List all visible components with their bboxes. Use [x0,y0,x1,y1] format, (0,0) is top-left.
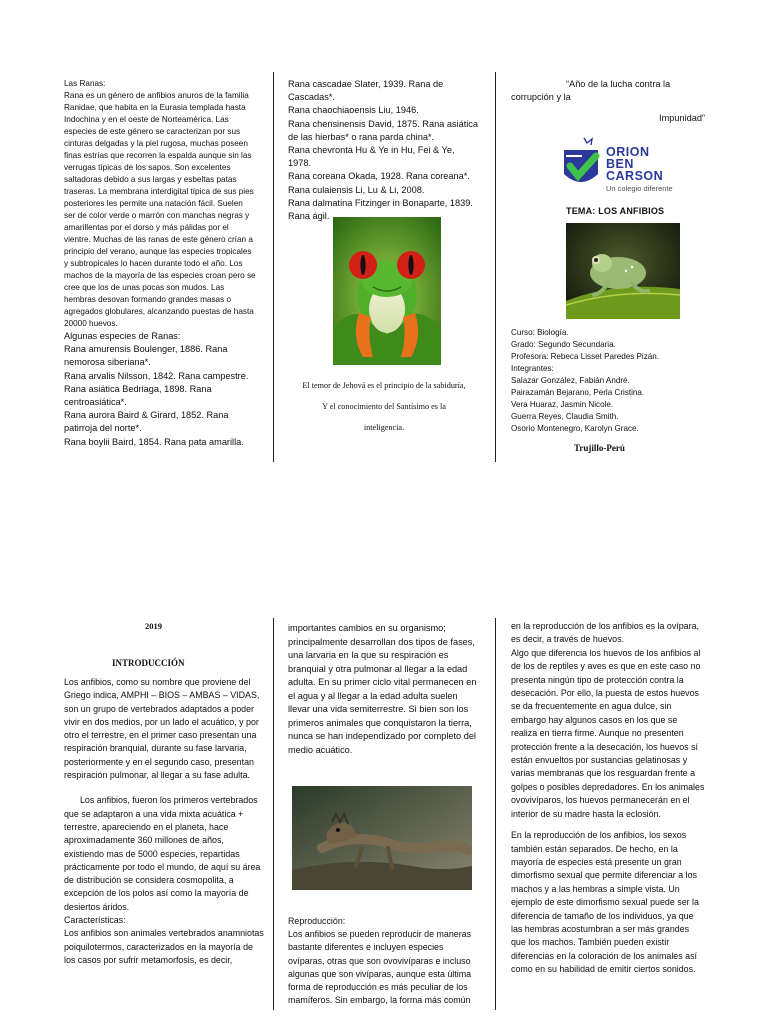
intro-paragraph-2: Los anfibios, fueron los primeros vertebrados que se adaptaron a una vida mixta acuática + terrestre, apareciendo en el planeta, hace aproximadamente 360 millones de años, existiendo mas de 5000 especies, repartidas prácticamente por todo el mundo, de aquí su área de distribución se considera cosmopolita, a excepción de los polos así como la mayoría de desiertos áridos. [64,795,261,912]
species-list [64,343,256,449]
species-item: Rana chevronta Hu & Ye in Hu, Fei & Ye, 1978. [288,145,455,169]
lizard-image [292,786,472,890]
info-grade: Grado: Segundo Secundaria. [511,340,616,349]
motto-line-2: Impunidad” [659,113,705,124]
panel-species-continued [288,78,480,223]
eggs-paragraph-2: Algo que diferencia los huevos de los anfibios al de los de reptiles y aves es que en este caso no presenta ningún tipo de protección contra la desecación. Por ello, la puesta de estos huevos se da frecuentemente en agua dulce, sin embargo hay algunos casos en los que se realiza en tierra firme. Aunque no presenten protección frente a la desecación, los huevos sí están envueltos por sustancias gelatinosas y varias membranas que los resguardan frente a golpes o posibles depredadores. En los animales ovovivíparos, los huevos permanecerán en el interior de su madre hasta la eclosión. [511,647,705,819]
separator-line [273,72,274,462]
school-logo [562,136,682,196]
verse-block [288,375,480,438]
info-members-heading: Integrantes: [511,364,554,373]
glass-frog-image [566,223,680,319]
shield-logo-icon [562,136,602,196]
info-member: Pairazamán Bejarano, Perla Cristina. [511,388,645,397]
separator-line [495,618,496,1010]
characteristics-heading: Características: [64,915,126,926]
tema-title: TEMA: LOS ANFIBIOS [566,206,665,216]
info-member: Salazar González, Fabián André. [511,376,630,385]
ranas-body: Rana es un género de anfibios anuros de la familia Ranidae, que habita en la Eurasia templada hasta Indochina y en el oeste de Norteamérica. Las especies de este género se caracterizan por sus cinturas delgadas y la piel rugosa, muchas poseen finas estrías que recorren la espalda aunque sin las verrugas típicas de los sapos. Son excelentes saltadoras debido a sus largas y esbeltas patas traseras. La membrana interdigital típica de sus pies posteriores les permite una natación fácil. Suelen ser de color verde o marrón con manchas negras y amarillentas por el dorso y más pálidas por el vientre. Muchas de las ranas de este género crían a principio del verano, aunque las especies tropicales y subtropicales lo hacen durante todo el año. Los machos de la mayoría de las especies croan pero se cree que los de unas pocas son mudos. Las hembras desovan formando grandes masas o agregados globulares, alcanzando puestas de hasta 20000 huevos. [64,91,256,328]
eggs-paragraph-1: en la reproducción de los anfibios es la ovípara, es decir, a través de huevos. [511,621,699,645]
logo-word-1: ORION [606,145,650,159]
info-member: Guerra Reyes, Claudia Smith. [511,412,619,421]
info-member: Vera Huaraz, Jasmin Nicole. [511,400,614,409]
red-eyed-frog-image [333,217,441,365]
species-item: Rana cascadae Slater, 1939. Rana de Cascadas*. [288,79,444,103]
panel-cover [511,78,705,126]
city-label: Trujillo-Perú [574,443,625,453]
species-item: Rana asiática Bedriaga, 1898. Rana centroasiática*. [64,383,212,408]
verse-line-1: El temor de Jehová es el principio de la sabiduría, [302,381,466,390]
separator-line [273,618,274,1010]
species-item: Rana chensinensis David, 1875. Rana asiática de las hierbas* o rana parda china*. [288,118,478,142]
separator-line [495,72,496,462]
logo-tagline: Un colegio diferente [606,184,673,193]
species-item: Rana arvalis Nilsson, 1842. Rana campestre. [64,370,249,381]
panel-huevos [511,620,705,977]
verse-line-2: Y el conocimiento del Santísimo es la inteligencia. [322,402,446,432]
characteristics-text: Los anfibios son animales vertebrados anamniotas poiquilotermos, caracterizados en la mayoría de los casos por sufrir metamorfosis, es decir, [64,928,264,965]
panel-ranas [64,78,256,449]
species-item: Rana boylii Baird, 1854. Rana pata amarilla. [64,436,244,447]
panel-introduccion [64,676,264,967]
info-course: Curso: Biología. [511,328,569,337]
intro-heading: INTRODUCCIÓN [112,658,185,668]
species-heading: Algunas especies de Ranas: [64,331,181,341]
info-member: Osorio Montenegro, Karolyn Grace. [511,424,639,433]
cover-info [511,327,705,435]
species-item: Rana coreana Okada, 1928. Rana coreana*. [288,171,470,182]
metamorphosis-paragraph: importantes cambios en su organismo; principalmente desarrollan dos tipos de fases, una larvaria en la que su respiración es branquial y otra pulmonar al llegar a la edad adulta. En su primer ciclo vital permanecen en el agua y al llegar a la edad adulta suelen llevar una vida semiterrestre. Si bien son los primeros animales que conquistaron la tierra, nunca se han independizado por completo del medio acuático. [288,623,477,755]
year-label: 2019 [145,621,162,631]
ranas-title: Las Ranas: [64,79,106,88]
species-item: Rana aurora Baird & Girard, 1852. Rana patirroja del norte*. [64,410,229,434]
panel-reproduccion [288,915,482,1007]
panel-metamorfosis [288,622,482,757]
species-item: Rana amurensis Boulenger, 1886. Rana nemorosa siberiana*. [64,344,228,368]
reproduction-heading: Reproducción: [288,916,346,926]
species-item: Rana chaochiaoensis Liu, 1946. [288,105,419,116]
logo-word-3: CARSON [606,169,664,183]
logo-word-2: BEN [606,157,634,171]
sexes-paragraph: En la reproducción de los anfibios, los sexos también están separados. De hecho, en la mayoría de especies está presente un gran dimorfismo sexual que permite diferenciar a los machos y a las hembras a simple vista. Un ejemplo de este dimorfismo sexual puede ser la diferencia de tamaño de los individuos, ya que las hembras acostumbran a ser más grandes que los machos. También pueden existir diferencias en la coloración de los animales así como en su habilidad de emitir ciertos sonidos. [511,830,699,975]
species-item: Rana dalmatina Fitzinger in Bonaparte, 1839. Rana ágil. [288,197,473,222]
intro-paragraph-1: Los anfibios, como su nombre que proviene del Griego indica, AMPHI – BIOS – AMBAS – VIDAS, son un grupo de vertebrados adaptados a poder vivir en dos medios, por un lado el acuático, y por otro el terrestre, en el primer caso presentan una respiración branquial, durante su fase larvaria, posteriormente y en el segundo caso, presentan respiración pulmonar, al llegar a su fase adulta. [64,677,260,781]
species-item: Rana culaiensis Li, Lu & Li, 2008. [288,184,425,195]
reproduction-text: Los anfibios se pueden reproducir de maneras bastante diferentes e incluyen especies ovíparas, otras que son ovovivíparas e incluso algunas que son vivíparas, aunque esta última forma de reproducción es más peculiar de los mamíferos. Sin embargo, la forma más común [288,929,472,1006]
info-teacher: Profesora: Rebeca Lisset Paredes Pizán. [511,352,660,361]
motto-line-1: “Año de la lucha contra la corrupción y la [511,79,671,103]
